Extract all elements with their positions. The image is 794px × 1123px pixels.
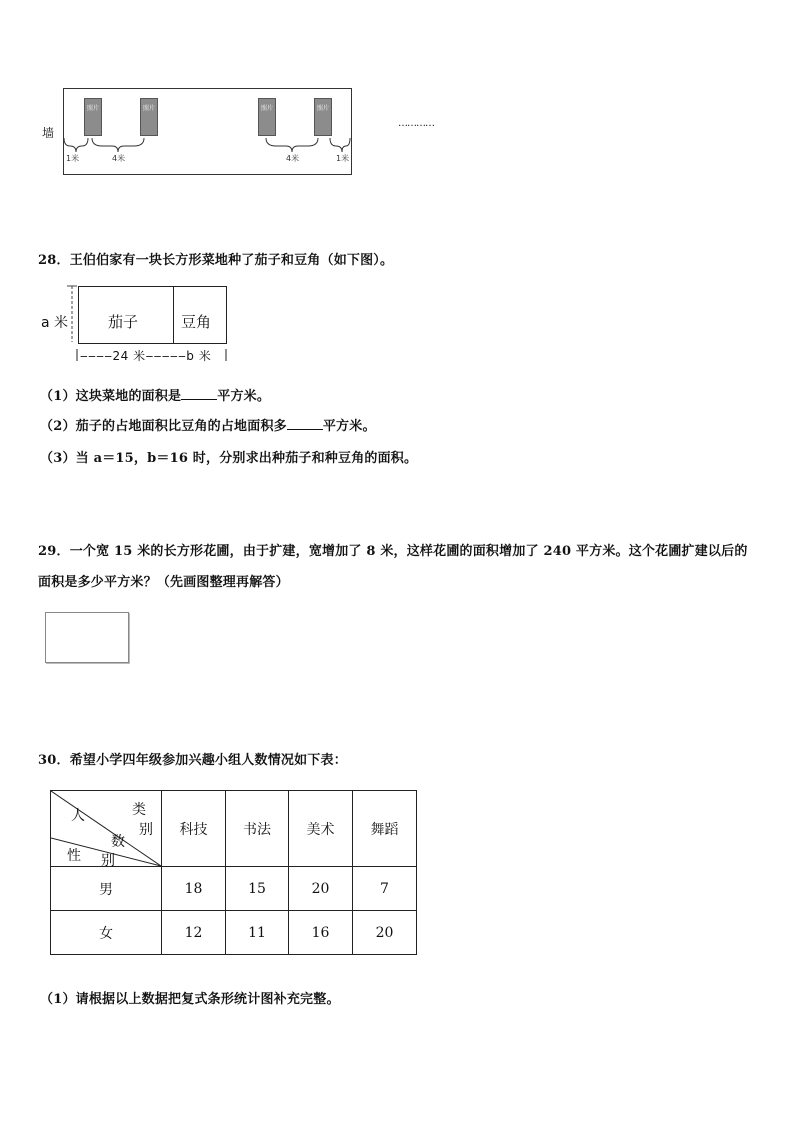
q28-part2-blank[interactable] <box>287 417 323 430</box>
q29-drawing-box <box>45 612 129 663</box>
q28-part2 <box>40 415 376 434</box>
q28-title: 28．王伯伯家有一块长方形菜地种了茄子和豆角（如下图）。 <box>38 253 394 268</box>
col-header-calligraphy: 书法 <box>226 791 289 867</box>
col-header-dance: 舞蹈 <box>353 791 417 867</box>
dim-4m-right: 4米 <box>286 154 300 163</box>
cell-male-art: 20 <box>289 867 353 911</box>
brace-4m-right <box>266 138 318 152</box>
veg-section-eggplant: 茄子 <box>108 313 139 331</box>
corner-bie2: 别 <box>101 853 115 869</box>
q30-part1: （1）请根据以上数据把复式条形统计图补充完整。 <box>40 992 340 1007</box>
q28-part2-unit: 平方米。 <box>322 419 376 434</box>
cell-female-calligraphy: 11 <box>226 911 289 955</box>
q29-line1: 29．一个宽 15 米的长方形花圃，由于扩建，宽增加了 8 米，这样花圃的面积增加了 240 平方米。这个花圃扩建以后的 <box>38 544 748 559</box>
veg-bottom-label: ‒‒‒‒24 米‒‒‒‒‒b 米 <box>80 349 212 363</box>
dim-1m-right: 1米 <box>336 154 350 163</box>
photo-2: 照片 <box>140 98 158 136</box>
q28-part1-unit: 平方米。 <box>217 389 271 404</box>
cell-female-art: 16 <box>289 911 353 955</box>
q28-part2-text: （2）茄子的占地面积比豆角的占地面积多 <box>40 419 287 434</box>
row-label-female: 女 <box>51 911 162 955</box>
brace-1m-left <box>64 138 88 152</box>
photo-3: 照片 <box>258 98 276 136</box>
cell-male-dance: 7 <box>353 867 417 911</box>
corner-shu: 数 <box>111 834 125 850</box>
q30-title: 30．希望小学四年级参加兴趣小组人数情况如下表： <box>38 753 347 768</box>
photo-4: 照片 <box>314 98 332 136</box>
col-header-art: 美术 <box>289 791 353 867</box>
corner-bie1: 别 <box>139 822 153 838</box>
cell-female-science: 12 <box>162 911 226 955</box>
q28-part1-blank[interactable] <box>181 387 217 400</box>
brace-4m-left <box>92 138 144 152</box>
row-label-male: 男 <box>51 867 162 911</box>
q29-line2: 面积是多少平方米？（先画图整理再解答） <box>38 575 289 590</box>
brace-1m-right <box>330 138 350 152</box>
corner-lei: 类 <box>132 802 146 818</box>
cell-male-science: 18 <box>162 867 226 911</box>
cell-male-calligraphy: 15 <box>226 867 289 911</box>
veg-left-label: a 米 <box>40 312 69 332</box>
q28-part1-text: （1）这块菜地的面积是 <box>40 389 182 404</box>
vegetable-plot-divider <box>173 286 174 343</box>
interest-group-table <box>50 790 417 955</box>
table-header-corner <box>51 791 162 867</box>
corner-ren: 人 <box>71 808 85 824</box>
cell-female-dance: 20 <box>353 911 417 955</box>
photo-1: 照片 <box>84 98 102 136</box>
q28-part3: （3）当 a＝15，b＝16 时，分别求出种茄子和种豆角的面积。 <box>40 451 418 466</box>
wall-label: 墙 <box>42 126 55 140</box>
table-row-male <box>51 867 417 911</box>
q28-part1 <box>40 385 270 404</box>
corner-xing: 性 <box>67 848 81 864</box>
dim-1m-left: 1米 <box>66 154 80 163</box>
dim-4m-left: 4米 <box>112 154 126 163</box>
veg-section-bean: 豆角 <box>181 313 212 331</box>
col-header-science: 科技 <box>162 791 226 867</box>
ellipsis: ………… <box>398 118 434 129</box>
table-row-female <box>51 911 417 955</box>
